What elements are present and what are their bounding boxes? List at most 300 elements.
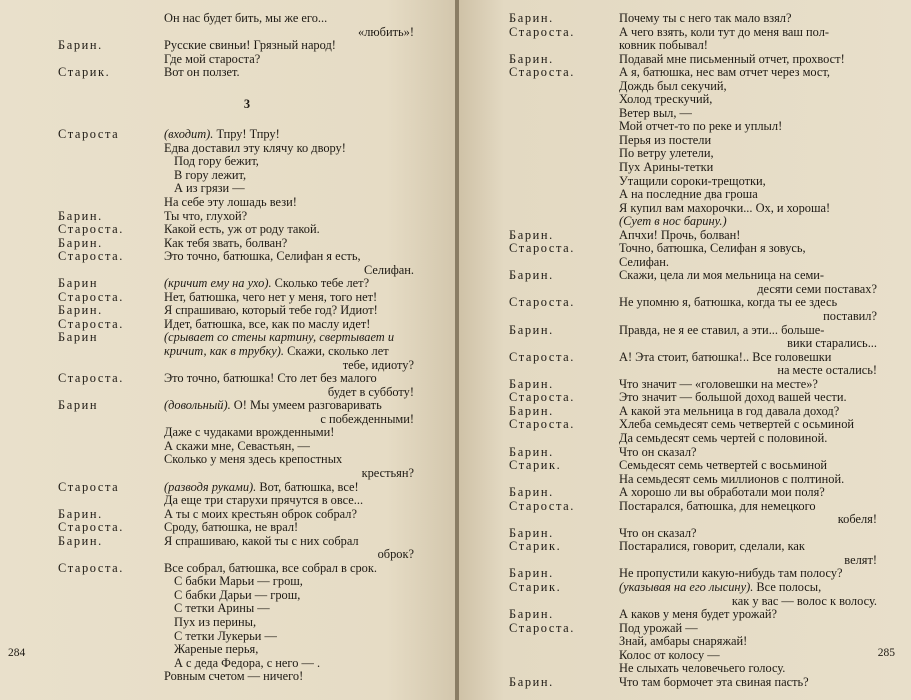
line-text: Постарался, батюшка, для немецкого xyxy=(619,498,816,513)
text-line xyxy=(619,418,877,432)
stage-direction: (указывая на его лысину). xyxy=(619,579,754,594)
left-page-text xyxy=(58,12,414,684)
dialogue-block xyxy=(509,12,877,26)
line-text: Не упомню я, батюшка, когда ты ее здесь xyxy=(619,295,838,310)
text-line xyxy=(619,39,877,53)
left-page xyxy=(0,0,455,700)
text-line xyxy=(164,399,414,413)
text-line xyxy=(164,66,414,80)
speech-text xyxy=(164,318,414,332)
speaker-name: Староста. xyxy=(509,349,575,364)
speech-text xyxy=(619,391,877,405)
text-line xyxy=(619,405,877,419)
speech-text xyxy=(164,210,414,224)
line-text: Нет, батюшка, чего нет у меня, того нет! xyxy=(164,289,378,304)
text-line xyxy=(619,107,877,121)
speech-text xyxy=(619,324,877,351)
speech-text xyxy=(619,500,877,527)
stage-direction: (входит). xyxy=(164,127,214,142)
text-line xyxy=(619,391,877,405)
line-text: ковник побывал! xyxy=(619,38,708,53)
text-line xyxy=(164,53,414,67)
speech-text xyxy=(619,527,877,541)
dialogue-block xyxy=(58,237,414,251)
line-text: О! Мы умеем разговаривать xyxy=(230,398,382,413)
line-text: Скажи, сколько лет xyxy=(284,344,389,359)
speaker-name: Староста. xyxy=(509,295,575,310)
text-line xyxy=(164,426,414,440)
text-line xyxy=(164,237,414,251)
dialogue-block xyxy=(58,562,414,684)
speech-text xyxy=(619,581,877,608)
line-text: Не слыхать человечьего голосу. xyxy=(619,661,786,676)
dialogue-block xyxy=(58,304,414,318)
text-line xyxy=(164,318,414,332)
stage-direction: (довольный). xyxy=(164,398,231,413)
text-line xyxy=(164,467,414,481)
text-line xyxy=(619,432,877,446)
line-text: Утащили сороки-трещотки, xyxy=(619,173,766,188)
text-line xyxy=(619,175,877,189)
line-text: кобеля! xyxy=(837,512,877,527)
dialogue-block xyxy=(509,66,877,229)
text-line xyxy=(619,161,877,175)
line-text: Даже с чудаками врожденными! xyxy=(164,425,335,440)
speech-text xyxy=(164,521,414,535)
text-line xyxy=(619,446,877,460)
dialogue-block xyxy=(58,372,414,399)
line-text: Ровным счетом — ничего! xyxy=(164,669,304,684)
text-line xyxy=(619,595,877,609)
line-text: Ты что, глухой? xyxy=(164,208,248,223)
text-line xyxy=(619,242,877,256)
right-page-text xyxy=(509,12,877,689)
text-line xyxy=(164,331,414,345)
line-text: Хлеба семьдесят семь четвертей с осьминой xyxy=(619,417,855,432)
speaker-name: Староста. xyxy=(58,520,124,535)
text-line xyxy=(619,188,877,202)
line-text: Перья из постели xyxy=(619,132,712,147)
text-line xyxy=(619,283,877,297)
text-line xyxy=(619,608,877,622)
speaker-name: Староста. xyxy=(509,390,575,405)
dialogue-block xyxy=(58,223,414,237)
text-line xyxy=(164,39,414,53)
dialogue-block xyxy=(58,277,414,291)
speaker-name: Барин. xyxy=(509,525,554,540)
text-line xyxy=(619,662,877,676)
dialogue-block xyxy=(509,405,877,419)
text-line xyxy=(164,291,414,305)
text-line xyxy=(164,413,414,427)
speech-text xyxy=(164,250,414,277)
line-text: Я спрашиваю, который тебе год? Идиот! xyxy=(164,303,378,318)
stage-direction: кричит, как в трубку). xyxy=(164,344,285,359)
line-text: А чего взять, коли тут до меня ваш пол- xyxy=(619,24,830,39)
line-text: А каков у меня будет урожай? xyxy=(619,607,778,622)
line-text: Как тебя звать, болван? xyxy=(164,235,288,250)
line-text: Что он сказал? xyxy=(619,525,697,540)
speaker-name: Староста. xyxy=(509,65,575,80)
line-text: «любить»! xyxy=(358,24,414,39)
line-text: А какой эта мельница в год давала доход? xyxy=(619,403,840,418)
line-text: Пух Арины-тетки xyxy=(619,160,714,175)
dialogue-block xyxy=(509,351,877,378)
line-text: Холод трескучий, xyxy=(619,92,713,107)
text-line xyxy=(619,296,877,310)
text-line xyxy=(619,215,877,229)
line-text: Постаралися, говорит, сделали, как xyxy=(619,539,805,554)
speaker-name: Барин. xyxy=(58,506,103,521)
dialogue-block xyxy=(509,296,877,323)
text-line xyxy=(164,345,414,359)
text-line xyxy=(619,364,877,378)
speaker-name: Староста. xyxy=(58,316,124,331)
text-line xyxy=(164,589,414,603)
line-text: А я, батюшка, нес вам отчет через мост, xyxy=(619,65,831,80)
speech-text xyxy=(164,66,414,80)
line-text: Мой отчет-то по реке и уплыл! xyxy=(619,119,783,134)
text-line xyxy=(619,500,877,514)
speaker-name: Барин xyxy=(58,330,99,345)
speaker-name: Барин. xyxy=(509,403,554,418)
line-text: Подавай мне письменный отчет, прохвост! xyxy=(619,51,845,66)
speech-text xyxy=(619,53,877,67)
speaker-name: Барин. xyxy=(509,268,554,283)
dialogue-block xyxy=(58,521,414,535)
line-text: поставил? xyxy=(823,309,877,324)
speech-text xyxy=(619,12,877,26)
text-line xyxy=(164,481,414,495)
line-text: Точно, батюшка, Селифан я зовусь, xyxy=(619,241,806,256)
text-line xyxy=(619,80,877,94)
speech-text xyxy=(164,277,414,291)
text-line xyxy=(164,196,414,210)
text-line xyxy=(619,486,877,500)
text-line xyxy=(619,622,877,636)
dialogue-block xyxy=(509,676,877,690)
speaker-name xyxy=(58,12,164,39)
text-line xyxy=(619,567,877,581)
line-text: тебе, идиоту? xyxy=(342,357,414,372)
line-text: Правда, не я ее ставил, а эти... больше- xyxy=(619,322,825,337)
line-text: Что значит — «головешки на месте»? xyxy=(619,376,818,391)
stage-direction: (разводя руками). xyxy=(164,479,257,494)
line-text: крестьян? xyxy=(361,465,414,480)
dialogue-block xyxy=(58,291,414,305)
speaker-name: Староста. xyxy=(58,222,124,237)
speech-text xyxy=(619,296,877,323)
line-text: А на последние два гроша xyxy=(619,187,758,202)
text-line xyxy=(164,521,414,535)
speech-text xyxy=(619,269,877,296)
text-line xyxy=(619,324,877,338)
line-text: Апчхи! Прочь, болван! xyxy=(619,227,741,242)
line-text: как у вас — волос к волосу. xyxy=(731,593,877,608)
line-text: Селифан. xyxy=(619,254,669,269)
line-text: Вот, батюшка, все! xyxy=(256,479,359,494)
text-line xyxy=(619,310,877,324)
line-text: А ты с моих крестьян оброк собрал? xyxy=(164,506,357,521)
dialogue-block xyxy=(58,12,414,39)
dialogue-block xyxy=(509,391,877,405)
speaker-name: Староста xyxy=(58,479,120,494)
speaker-name: Барин. xyxy=(58,38,103,53)
text-line xyxy=(164,128,414,142)
line-text: Семьдесят семь четвертей с восьминой xyxy=(619,458,828,473)
line-text: Сколько тебе лет? xyxy=(271,276,370,291)
text-line xyxy=(619,26,877,40)
dialogue-block xyxy=(509,486,877,500)
left-page-number: 284 xyxy=(8,647,26,659)
dialogue-block xyxy=(58,210,414,224)
text-line xyxy=(619,649,877,663)
speaker-name: Барин. xyxy=(58,235,103,250)
speaker-name: Старик. xyxy=(509,579,562,594)
stage-direction: (кричит ему на ухо). xyxy=(164,276,272,291)
speech-text xyxy=(619,418,877,445)
dialogue-block xyxy=(509,608,877,622)
text-line xyxy=(619,53,877,67)
text-line xyxy=(164,26,414,40)
line-text: Тпру! Тпру! xyxy=(213,127,280,142)
speaker-name: Барин. xyxy=(509,227,554,242)
text-line xyxy=(164,386,414,400)
line-text: Да семьдесят семь чертей с половиной. xyxy=(619,430,828,445)
line-text: Под гору бежит, xyxy=(174,154,259,169)
speech-text xyxy=(164,12,414,39)
text-line xyxy=(619,554,877,568)
right-page xyxy=(459,0,911,700)
text-line xyxy=(164,670,414,684)
line-text: Колос от колосу — xyxy=(619,647,720,662)
line-text: с побежденными! xyxy=(320,411,414,426)
text-line xyxy=(164,250,414,264)
line-text: А скажи мне, Севастьян, — xyxy=(164,438,310,453)
speaker-name: Старик. xyxy=(509,458,562,473)
dialogue-block xyxy=(509,269,877,296)
text-line xyxy=(164,508,414,522)
speech-text xyxy=(619,486,877,500)
speech-text xyxy=(164,39,414,66)
speech-text xyxy=(619,676,877,690)
speaker-name: Барин. xyxy=(509,51,554,66)
text-line xyxy=(164,630,414,644)
speech-text xyxy=(164,535,414,562)
dialogue-block xyxy=(509,527,877,541)
speaker-name: Барин. xyxy=(509,376,554,391)
dialogue-block xyxy=(509,567,877,581)
line-text: Да еще три старухи прячутся в овсе... xyxy=(164,493,364,508)
stage-direction: (срывает со стены картину, свертывает и xyxy=(164,330,395,345)
text-line xyxy=(164,182,414,196)
speech-text xyxy=(164,237,414,251)
speaker-name: Староста. xyxy=(509,620,575,635)
line-text: Жареные перья, xyxy=(174,642,259,657)
line-text: На семьдесят семь миллионов с полтиной. xyxy=(619,471,845,486)
line-text: Пух из перины, xyxy=(174,614,257,629)
text-line xyxy=(619,337,877,351)
speech-text xyxy=(164,508,414,522)
speaker-name: Барин. xyxy=(509,322,554,337)
dialogue-block xyxy=(509,378,877,392)
line-text: Это точно, батюшка, Селифан я есть, xyxy=(164,249,361,264)
speech-text xyxy=(164,223,414,237)
speech-text xyxy=(619,242,877,269)
speaker-name: Барин. xyxy=(509,607,554,622)
speaker-name: Барин. xyxy=(509,674,554,689)
speech-text xyxy=(164,291,414,305)
text-line xyxy=(164,142,414,156)
line-text: Дождь был секучий, xyxy=(619,78,727,93)
line-text: А с деда Федора, с него — . xyxy=(174,655,321,670)
speaker-name: Старик. xyxy=(509,539,562,554)
line-text: Под урожай — xyxy=(619,620,698,635)
line-text: Что там бормочет эта свиная пасть? xyxy=(619,674,809,689)
text-line xyxy=(164,277,414,291)
text-line xyxy=(164,264,414,278)
text-line xyxy=(619,473,877,487)
text-line xyxy=(164,494,414,508)
speech-text xyxy=(619,608,877,622)
speech-text xyxy=(619,446,877,460)
speaker-name: Староста. xyxy=(58,560,124,575)
line-text: на месте остались! xyxy=(777,363,877,378)
text-line xyxy=(164,223,414,237)
speech-text xyxy=(164,128,414,209)
line-text: С тетки Лукерьи — xyxy=(174,628,277,643)
speech-text xyxy=(619,66,877,229)
dialogue-block xyxy=(58,535,414,562)
text-line xyxy=(619,459,877,473)
line-text: Почему ты с него так мало взял? xyxy=(619,11,792,25)
text-line xyxy=(619,256,877,270)
text-line xyxy=(164,453,414,467)
line-text: Все полосы, xyxy=(753,579,822,594)
line-text: А! Эта стоит, батюшка!.. Все головешки xyxy=(619,349,832,364)
text-line xyxy=(164,372,414,386)
speech-text xyxy=(619,405,877,419)
line-text: Где мой староста? xyxy=(164,51,261,66)
speech-text xyxy=(619,378,877,392)
text-line xyxy=(619,540,877,554)
speaker-name: Барин. xyxy=(58,303,103,318)
speech-text xyxy=(164,372,414,399)
dialogue-block xyxy=(58,66,414,80)
line-text: Это точно, батюшка! Сто лет без малого xyxy=(164,371,377,386)
text-line xyxy=(619,93,877,107)
speech-text xyxy=(164,562,414,684)
speech-text xyxy=(164,399,414,480)
speech-text xyxy=(619,351,877,378)
right-page-number: 285 xyxy=(877,647,895,659)
text-line xyxy=(164,602,414,616)
line-text: оброк? xyxy=(377,547,414,562)
speaker-name: Староста. xyxy=(509,498,575,513)
dialogue-block xyxy=(509,242,877,269)
text-line xyxy=(164,643,414,657)
speaker-name: Барин. xyxy=(509,444,554,459)
text-line xyxy=(619,351,877,365)
text-line xyxy=(619,147,877,161)
dialogue-block xyxy=(509,26,877,53)
speech-text xyxy=(619,622,877,676)
dialogue-block xyxy=(58,128,414,209)
line-text: А из грязи — xyxy=(174,181,245,196)
speech-text xyxy=(164,481,414,508)
stage-direction: (Сует в нос барину.) xyxy=(619,214,727,229)
line-text: С бабки Дарьи — грош, xyxy=(174,587,301,602)
line-text: Я спрашиваю, какой ты с них собрал xyxy=(164,533,359,548)
text-line xyxy=(164,616,414,630)
speaker-name: Барин. xyxy=(509,566,554,581)
text-line xyxy=(619,513,877,527)
line-text: Знай, амбары снаряжай! xyxy=(619,634,748,649)
dialogue-block xyxy=(509,53,877,67)
speech-text xyxy=(619,567,877,581)
dialogue-block xyxy=(509,500,877,527)
speech-text xyxy=(619,26,877,53)
line-text: По ветру улетели, xyxy=(619,146,714,161)
line-text: Все собрал, батюшка, все собрал в срок. xyxy=(164,560,377,575)
speaker-name: Староста. xyxy=(58,289,124,304)
line-text: Какой есть, уж от роду такой. xyxy=(164,222,320,237)
dialogue-block xyxy=(509,229,877,243)
text-line xyxy=(619,12,877,26)
dialogue-block xyxy=(58,331,414,372)
dialogue-block xyxy=(509,324,877,351)
line-text: Я купил вам махорочки... Ох, и хороша! xyxy=(619,200,831,215)
line-text: Идет, батюшка, все, как по маслу идет! xyxy=(164,316,371,331)
line-text: В гору лежит, xyxy=(174,167,247,182)
speaker-name: Барин. xyxy=(58,533,103,548)
text-line xyxy=(619,134,877,148)
text-line xyxy=(619,527,877,541)
text-line xyxy=(619,229,877,243)
text-line xyxy=(619,120,877,134)
dialogue-block xyxy=(58,399,414,480)
text-line xyxy=(164,12,414,26)
line-text: Русские свиньи! Грязный народ! xyxy=(164,38,336,53)
text-line xyxy=(164,440,414,454)
speaker-name: Старик. xyxy=(58,65,111,80)
dialogue-block xyxy=(58,318,414,332)
text-line xyxy=(164,657,414,671)
speech-text xyxy=(619,540,877,567)
line-text: Сколько у меня здесь крепостных xyxy=(164,452,343,467)
line-text: Не пропустили какую-нибудь там полосу? xyxy=(619,566,843,581)
text-line xyxy=(164,535,414,549)
line-text: Он нас будет бить, мы же его... xyxy=(164,11,328,25)
speaker-name: Барин. xyxy=(509,11,554,25)
speaker-name: Барин xyxy=(58,276,99,291)
dialogue-block xyxy=(58,508,414,522)
text-line xyxy=(164,548,414,562)
speaker-name: Барин. xyxy=(509,485,554,500)
section-number: 3 xyxy=(243,96,251,111)
speaker-name: Староста. xyxy=(58,371,124,386)
line-text: Скажи, цела ли моя мельница на семи- xyxy=(619,268,825,283)
line-text: десяти семи поставах? xyxy=(757,281,877,296)
text-line xyxy=(619,378,877,392)
line-text: А хорошо ли вы обработали мои поля? xyxy=(619,485,825,500)
line-text: Сроду, батюшка, не врал! xyxy=(164,520,299,535)
text-line xyxy=(619,635,877,649)
text-line xyxy=(164,169,414,183)
dialogue-block xyxy=(509,581,877,608)
dialogue-block xyxy=(509,540,877,567)
speaker-name: Староста. xyxy=(509,24,575,39)
